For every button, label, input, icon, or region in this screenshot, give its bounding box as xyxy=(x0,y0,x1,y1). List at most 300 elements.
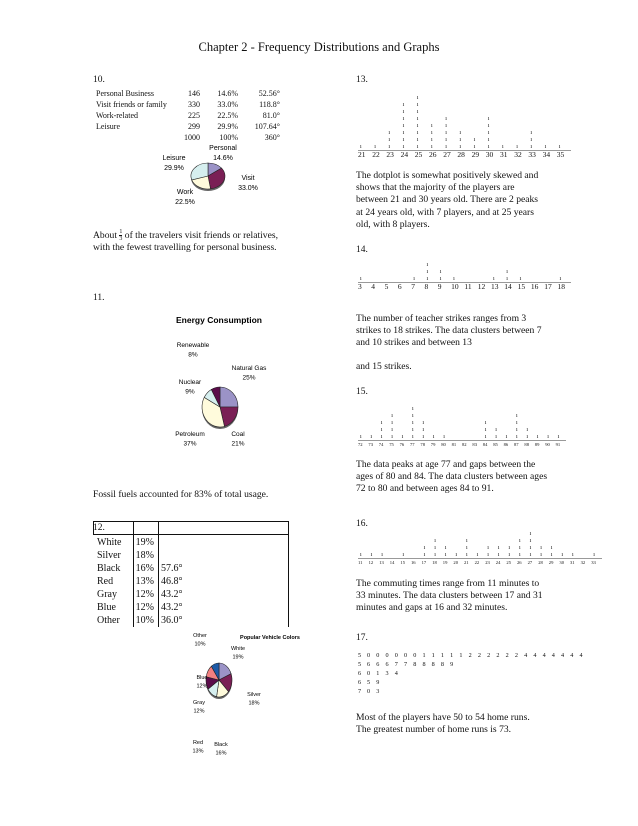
pie-label-name: Natural Gas xyxy=(231,365,267,372)
travel-table-name: Leisure xyxy=(96,122,120,131)
axis-tick-label: 11 xyxy=(358,560,363,565)
dot: ı xyxy=(530,144,533,150)
pie-label-pct: 9% xyxy=(185,388,195,396)
dot: ı xyxy=(497,552,500,558)
leaf-values: 6 6 6 7 7 8 8 8 8 9 xyxy=(367,661,456,668)
dot: ı xyxy=(459,137,462,143)
dot: ı xyxy=(388,137,391,143)
problem-16-text: The commuting times range from 11 minutes to 33 minutes. The data clusters between 17 and 31 minutes and gaps at 16 and 32 minutes. xyxy=(356,578,543,614)
vehicle-color-pct: 18% xyxy=(135,550,154,561)
vehicle-color-name: Black xyxy=(97,563,121,574)
axis-tick-label: 29 xyxy=(471,150,480,159)
stem-value: 5 xyxy=(358,661,364,668)
axis-tick-label: 33 xyxy=(528,150,536,159)
dot: ı xyxy=(502,144,504,150)
dot: ı xyxy=(526,427,529,433)
problem-11-conclusion: Fossil fuels accounted for 83% of total usage. xyxy=(93,489,269,500)
axis-tick-label: 23 xyxy=(485,560,490,565)
dot: ı xyxy=(416,123,419,129)
dot: ı xyxy=(402,123,405,129)
dot: ı xyxy=(529,552,532,558)
travel-table-deg: 118.8° xyxy=(259,100,280,109)
problem-17-text: Most of the players have 50 to 54 home runs. The greatest number of home runs is 73. xyxy=(356,712,530,736)
dot: ı xyxy=(388,130,391,136)
axis-tick-label: 17 xyxy=(421,560,427,565)
pie-label-name: Red xyxy=(192,740,204,746)
axis-tick-label: 83 xyxy=(472,442,477,447)
vehicle-color-pct: 13% xyxy=(135,576,154,587)
axis-tick-label: 21 xyxy=(358,150,366,159)
dot: ı xyxy=(445,123,447,129)
pie-label-pct: 14.6% xyxy=(213,155,233,162)
dot: ı xyxy=(487,552,489,558)
dot: ı xyxy=(416,144,419,150)
dot: ı xyxy=(402,137,405,143)
dot: ı xyxy=(422,434,425,440)
pie-label-name: Renewable xyxy=(176,342,210,349)
travel-table xyxy=(96,88,316,143)
travel-table-name: Work-related xyxy=(96,111,138,120)
dot: ı xyxy=(426,276,429,282)
dot: ı xyxy=(439,269,442,275)
stem-leaf-row xyxy=(358,660,628,669)
dot: ı xyxy=(431,123,433,129)
dot: ı xyxy=(484,420,487,426)
axis-tick-label: 90 xyxy=(545,442,550,447)
axis-tick-label: 91 xyxy=(555,442,561,447)
axis-line xyxy=(358,282,571,283)
axis-tick-label: 16 xyxy=(411,560,416,565)
axis-tick-label: 7 xyxy=(411,282,415,291)
axis-tick-label: 24 xyxy=(400,150,409,159)
axis-tick-label: 73 xyxy=(368,442,373,447)
dot: ı xyxy=(422,420,425,426)
dot: ı xyxy=(487,545,489,551)
axis-tick-label: 86 xyxy=(503,442,509,447)
leaf-values: 5 9 xyxy=(367,679,382,686)
axis-tick-label: 22 xyxy=(474,560,480,565)
pie-label-name: Personal xyxy=(209,145,237,152)
axis-tick-label: 4 xyxy=(371,282,376,291)
dot: ı xyxy=(444,552,447,558)
fraction-one-third: $\frac{1}{3}$ xyxy=(119,229,123,242)
pie-label-name: Gray xyxy=(193,700,205,706)
dot: ı xyxy=(416,137,419,143)
vehicle-color-pct: 12% xyxy=(135,589,154,600)
dot: ı xyxy=(526,434,529,440)
pie-slice xyxy=(220,387,238,407)
axis-tick-label: 80 xyxy=(441,442,446,447)
dot: ı xyxy=(416,116,419,122)
problem-15-text: The data peaks at age 77 and gaps between the ages of 80 and 84. The data clusters between ages 72 to 80 and between ages 84 to 91. xyxy=(356,459,548,495)
pie-label-pct: 21% xyxy=(231,440,245,448)
problem-14-text-2: and 15 strikes. xyxy=(356,361,412,372)
pie-label-name: Coal xyxy=(231,431,245,438)
dot: ı xyxy=(423,545,426,551)
dot: ı xyxy=(445,116,447,122)
dot: ı xyxy=(544,144,547,150)
vehicle-color-name: Blue xyxy=(97,602,116,613)
leaf-values: 0 3 xyxy=(367,688,382,695)
pie-label-pct: 8% xyxy=(188,351,198,359)
dot: ı xyxy=(484,434,487,440)
dot: ı xyxy=(487,123,490,129)
dot: ı xyxy=(487,137,490,143)
axis-tick-label: 85 xyxy=(493,442,498,447)
dot: ı xyxy=(416,109,419,115)
home-runs-stem-and-leaf xyxy=(358,651,628,696)
problem-13-label: 13. xyxy=(356,75,368,85)
problem-15-label: 15. xyxy=(356,387,368,397)
dot: ı xyxy=(466,538,468,544)
problem-13-text: The dotplot is somewhat positively skewed and shows that the majority of the players are between 21 and 30 years old. There are 2 peaks at 24 years old, with 7 players, and at 25 years old, with 8 players. xyxy=(356,170,539,230)
dot: ı xyxy=(506,269,508,275)
problem-12-label: 12. xyxy=(93,523,105,533)
pie-label-pct: 18% xyxy=(248,700,260,707)
vehicle-color-name: Red xyxy=(97,576,114,587)
axis-tick-label: 87 xyxy=(514,442,519,447)
vehicle-table-row xyxy=(97,588,287,601)
dot: ı xyxy=(519,545,521,551)
vehicle-table-row xyxy=(97,562,287,575)
travel-table-deg: 107.64° xyxy=(254,122,280,131)
travel-table-count: 1000 xyxy=(184,133,200,142)
travel-table-row xyxy=(96,99,316,110)
dot: ı xyxy=(416,95,419,101)
dot: ı xyxy=(530,137,533,143)
pie-label-pct: 25% xyxy=(242,374,256,382)
axis-tick-label: 26 xyxy=(429,150,437,159)
dot: ı xyxy=(391,434,393,440)
dot: ı xyxy=(559,276,562,282)
dot: ı xyxy=(505,434,508,440)
energy-pie-chart xyxy=(170,307,320,457)
vehicle-color-pct: 19% xyxy=(135,537,154,548)
dot: ı xyxy=(360,276,362,282)
axis-tick-label: 81 xyxy=(451,442,457,447)
dot: ı xyxy=(434,545,436,551)
pie-label-name: Nuclear xyxy=(178,379,202,386)
axis-tick-label: 24 xyxy=(495,560,501,565)
dot: ı xyxy=(529,531,532,537)
axis-tick-label: 72 xyxy=(358,442,363,447)
axis-tick-label: 18 xyxy=(557,282,565,291)
ages-peak-dotplot xyxy=(358,404,576,450)
dot: ı xyxy=(391,413,393,419)
dot: ı xyxy=(466,545,468,551)
dot: ı xyxy=(508,545,511,551)
vehicle-color-pct: 12% xyxy=(135,602,154,613)
travel-table-row xyxy=(96,121,316,132)
vehicle-table-row xyxy=(97,601,287,614)
travel-table-pct: 14.6% xyxy=(217,89,238,98)
pie-label-pct: 37% xyxy=(183,440,197,448)
travel-table-name: Visit friends or family xyxy=(96,100,167,109)
axis-tick-label: 26 xyxy=(517,560,522,565)
vehicle-color-degrees: 57.6° xyxy=(161,563,183,574)
dot: ı xyxy=(370,434,373,440)
dot: ı xyxy=(497,545,500,551)
axis-tick-label: 6 xyxy=(397,282,402,291)
dot: ı xyxy=(493,276,495,282)
axis-tick-label: 15 xyxy=(517,282,526,291)
axis-tick-label: 74 xyxy=(378,442,384,447)
problem-10-label: 10. xyxy=(93,75,105,85)
pie-label-name: Leisure xyxy=(162,155,186,162)
travel-table-count: 299 xyxy=(188,122,200,131)
vehicle-color-degrees: 46.8° xyxy=(161,576,183,587)
axis-tick-label: 25 xyxy=(414,150,423,159)
travel-table-count: 225 xyxy=(188,111,200,120)
dot: ı xyxy=(416,102,419,108)
axis-tick-label: 19 xyxy=(442,560,448,565)
energy-chart-title: Energy Consumption xyxy=(176,315,262,325)
dot: ı xyxy=(434,552,436,558)
vehicle-color-pie-chart xyxy=(182,628,322,758)
vehicle-table-row xyxy=(97,549,287,562)
dot: ı xyxy=(416,130,419,136)
axis-line xyxy=(358,440,566,441)
dot: ı xyxy=(487,144,490,150)
about-suffix: of the travelers visit friends or relatives, with the fewest travelling for personal business. xyxy=(93,229,278,253)
axis-tick-label: 34 xyxy=(542,150,551,159)
problem-14-label: 14. xyxy=(356,245,368,255)
axis-tick-label: 15 xyxy=(400,560,405,565)
pie-label-pct: 19% xyxy=(232,654,244,661)
dot: ı xyxy=(484,427,487,433)
dot: ı xyxy=(508,552,511,558)
axis-tick-label: 89 xyxy=(534,442,540,447)
dot: ı xyxy=(540,552,542,558)
dot: ı xyxy=(370,552,373,558)
axis-tick-label: 77 xyxy=(410,442,415,447)
axis-tick-label: 12 xyxy=(477,282,486,291)
dot: ı xyxy=(445,130,447,136)
vehicle-color-name: Gray xyxy=(97,589,117,600)
travel-table-pct: 33.0% xyxy=(217,100,238,109)
pie-label-name: Visit xyxy=(241,175,255,182)
dot: ı xyxy=(487,130,490,136)
travel-table-deg: 360° xyxy=(264,133,280,142)
dot: ı xyxy=(402,109,405,115)
dot: ı xyxy=(495,427,497,433)
dot: ı xyxy=(380,420,383,426)
dot: ı xyxy=(412,406,414,412)
vehicle-color-table xyxy=(93,521,289,627)
dot: ı xyxy=(540,545,542,551)
axis-tick-label: 75 xyxy=(389,442,394,447)
dot: ı xyxy=(547,434,549,440)
dot: ı xyxy=(423,552,426,558)
dot: ı xyxy=(561,552,564,558)
pie-label-pct: 10% xyxy=(194,641,206,648)
pie-label-pct: 12% xyxy=(196,683,208,690)
dot: ı xyxy=(388,144,391,150)
axis-tick-label: 17 xyxy=(544,282,552,291)
dot: ı xyxy=(516,427,518,433)
pie-label-pct: 22.5% xyxy=(175,199,195,206)
dot: ı xyxy=(557,434,560,440)
vehicle-color-name: Silver xyxy=(97,550,121,561)
vehicle-table-row xyxy=(97,575,287,588)
pie-label-pct: 13% xyxy=(192,748,204,755)
stem-leaf-row xyxy=(358,651,628,660)
dot: ı xyxy=(455,552,458,558)
axis-tick-label: 23 xyxy=(386,150,394,159)
dot: ı xyxy=(473,137,476,143)
travel-table-pct: 29.9% xyxy=(217,122,238,131)
axis-tick-label: 5 xyxy=(384,282,389,291)
travel-table-pct: 22.5% xyxy=(217,111,238,120)
pie-label-pct: 33.0% xyxy=(238,185,258,192)
axis-tick-label: 31 xyxy=(570,560,575,565)
dot: ı xyxy=(487,116,490,122)
axis-tick-label: 28 xyxy=(538,560,543,565)
dot: ı xyxy=(473,144,476,150)
axis-tick-label: 27 xyxy=(443,150,451,159)
dot: ı xyxy=(432,434,435,440)
axis-tick-label: 14 xyxy=(389,560,395,565)
axis-tick-label: 84 xyxy=(482,442,488,447)
axis-tick-label: 3 xyxy=(358,282,362,291)
dot: ı xyxy=(550,552,553,558)
axis-tick-label: 22 xyxy=(372,150,380,159)
axis-tick-label: 76 xyxy=(399,442,405,447)
dot: ı xyxy=(550,545,553,551)
axis-tick-label: 79 xyxy=(430,442,436,447)
axis-tick-label: 32 xyxy=(580,560,586,565)
leaf-values: 0 0 0 0 0 0 1 1 1 1 1 2 2 2 2 2 2 4 4 4 4 4 4 4 xyxy=(367,652,585,659)
axis-tick-label: 10 xyxy=(451,282,459,291)
axis-tick-label: 30 xyxy=(485,150,494,159)
axis-tick-label: 29 xyxy=(548,560,554,565)
ages-dotplot xyxy=(358,92,576,160)
vehicle-table-row xyxy=(97,614,287,627)
page-title: Chapter 2 - Frequency Distributions and Graphs xyxy=(198,40,440,54)
vehicle-color-pct: 16% xyxy=(135,563,154,574)
axis-tick-label: 25 xyxy=(506,560,511,565)
pie-label-name: Black xyxy=(214,742,228,748)
axis-tick-label: 28 xyxy=(457,150,465,159)
dot: ı xyxy=(402,130,405,136)
dot: ı xyxy=(413,276,415,282)
vehicle-table-row xyxy=(97,536,287,549)
axis-tick-label: 21 xyxy=(464,560,469,565)
stem-value: 5 xyxy=(358,652,364,659)
stem-value: 7 xyxy=(358,688,364,695)
vehicle-color-name: Other xyxy=(97,615,120,626)
dot: ı xyxy=(431,144,433,150)
dot: ı xyxy=(426,262,429,268)
dot: ı xyxy=(426,269,429,275)
dot: ı xyxy=(391,420,393,426)
dot: ı xyxy=(445,144,447,150)
dot: ı xyxy=(412,413,414,419)
dot: ı xyxy=(572,552,574,558)
vehicle-color-degrees: 43.2° xyxy=(161,589,183,600)
travel-table-count: 146 xyxy=(188,89,200,98)
leaf-values: 0 1 3 4 xyxy=(367,670,401,677)
axis-tick-label: 82 xyxy=(462,442,467,447)
axis-tick-label: 31 xyxy=(500,150,508,159)
travel-table-count: 330 xyxy=(188,100,200,109)
dot: ı xyxy=(422,427,425,433)
dot: ı xyxy=(380,427,383,433)
dot: ı xyxy=(516,434,518,440)
dot: ı xyxy=(402,552,405,558)
dot: ı xyxy=(402,144,405,150)
travel-table-pct: 100% xyxy=(219,133,238,142)
dot: ı xyxy=(360,552,362,558)
axis-tick-label: 12 xyxy=(368,560,374,565)
stem-leaf-row xyxy=(358,687,628,696)
dot: ı xyxy=(516,144,518,150)
dot: ı xyxy=(439,276,442,282)
travel-table-name: Personal Business xyxy=(96,89,154,98)
dot: ı xyxy=(360,434,362,440)
dot: ı xyxy=(374,144,376,150)
dot: ı xyxy=(459,144,462,150)
dot: ı xyxy=(444,545,447,551)
problem-16-label: 16. xyxy=(356,519,368,529)
axis-tick-label: 27 xyxy=(527,560,533,565)
pie-label-pct: 29.9% xyxy=(164,165,184,172)
dot: ı xyxy=(536,434,539,440)
dot: ı xyxy=(412,427,414,433)
dot: ı xyxy=(519,538,521,544)
axis-tick-label: 32 xyxy=(514,150,522,159)
dot: ı xyxy=(529,545,532,551)
axis-tick-label: 35 xyxy=(556,150,565,159)
dot: ı xyxy=(529,538,532,544)
problem-10-conclusion xyxy=(93,229,293,254)
dot: ı xyxy=(476,552,479,558)
dot: ı xyxy=(516,420,518,426)
stem-value: 6 xyxy=(358,679,364,686)
axis-tick-label: 18 xyxy=(432,560,437,565)
dot: ı xyxy=(459,130,462,136)
pie-label-name: Petroleum xyxy=(175,431,205,438)
axis-tick-label: 13 xyxy=(491,282,499,291)
dot: ı xyxy=(381,552,383,558)
axis-tick-label: 13 xyxy=(379,560,384,565)
problem-11-label: 11. xyxy=(93,293,105,303)
travel-table-deg: 81.0° xyxy=(262,111,280,120)
pie-label-name: White xyxy=(230,646,246,652)
axis-tick-label: 33 xyxy=(591,560,596,565)
stem-leaf-row xyxy=(358,678,628,687)
problem-14-text-1: The number of teacher strikes ranges from 3 strikes to 18 strikes. The data clusters between 7 and 10 strikes and between 13 xyxy=(356,313,542,349)
axis-tick-label: 14 xyxy=(504,282,512,291)
axis-line xyxy=(358,150,571,151)
vehicle-chart-title: Popular Vehicle Colors xyxy=(240,635,300,641)
axis-tick-label: 20 xyxy=(453,560,458,565)
stem-leaf-row xyxy=(358,669,628,678)
dot: ı xyxy=(558,144,561,150)
travel-pie-chart xyxy=(140,138,280,218)
axis-tick-label: 78 xyxy=(420,442,425,447)
dot: ı xyxy=(530,130,533,136)
vehicle-color-name: White xyxy=(97,537,122,548)
travel-table-row xyxy=(96,110,316,121)
dot: ı xyxy=(412,434,414,440)
dot: ı xyxy=(443,434,445,440)
pie-label-pct: 16% xyxy=(215,750,227,757)
travel-table-row xyxy=(96,88,316,99)
about-prefix: About xyxy=(93,229,117,241)
axis-tick-label: 8 xyxy=(424,282,429,291)
axis-tick-label: 9 xyxy=(437,282,442,291)
